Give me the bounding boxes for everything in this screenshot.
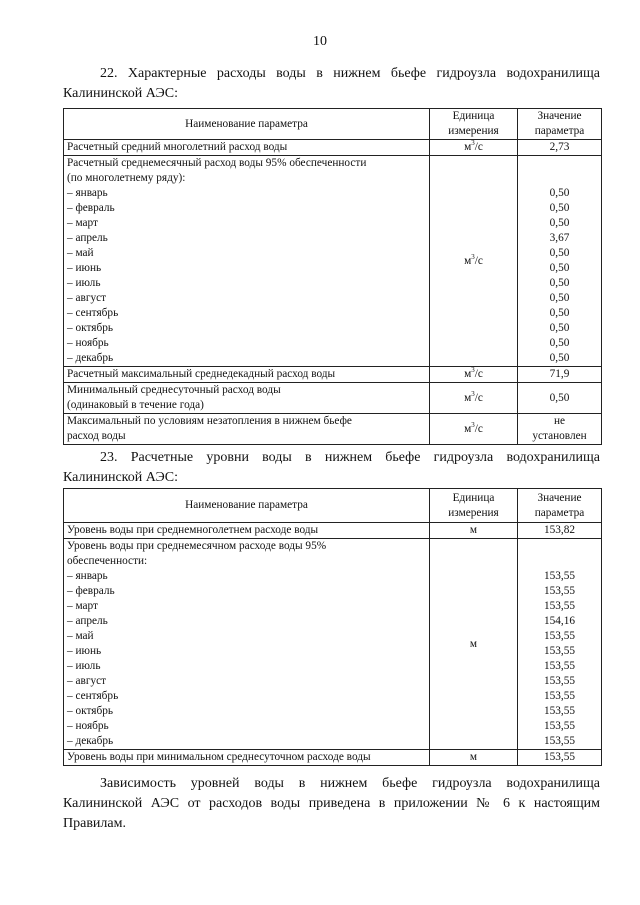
header-value: Значение параметра bbox=[518, 109, 602, 140]
month-label: – июль bbox=[67, 277, 101, 289]
month-label: – сентябрь bbox=[67, 307, 119, 319]
header-unit: Единица измерения bbox=[430, 489, 518, 523]
value-cell: 153,55 bbox=[518, 750, 602, 766]
header-param-name: Наименование параметра bbox=[64, 109, 430, 140]
month-label: – август bbox=[67, 675, 107, 687]
month-label: – август bbox=[67, 292, 107, 304]
section-22-heading-line2: Калининской АЭС: bbox=[63, 86, 178, 101]
value-cell: 153,55 153,55 153,55 154,16 153,55 153,55 153,55 153,55 153,55 153,55 153,55 153,55 bbox=[518, 539, 602, 750]
section-22-heading-line1: 22. Характерные расходы воды в нижнем бьефе гидроузла водохранилища bbox=[100, 66, 600, 81]
table-water-discharge bbox=[63, 108, 602, 445]
table-row bbox=[64, 414, 602, 445]
value-cell: 71,9 bbox=[518, 367, 602, 383]
param-name: Уровень воды при минимальном среднесуточном расходе воды bbox=[64, 750, 430, 766]
month-label: – ноябрь bbox=[67, 720, 109, 732]
param-name: Максимальный по условиям незатопления в нижнем бьефе расход воды bbox=[64, 414, 430, 445]
header-value: Значение параметра bbox=[518, 489, 602, 523]
month-label: – март bbox=[67, 217, 98, 229]
value-cell: 0,50 bbox=[518, 383, 602, 414]
section-23-heading bbox=[63, 448, 600, 488]
value-cell: не установлен bbox=[518, 414, 602, 445]
month-label: – июнь bbox=[67, 645, 102, 657]
param-name: Уровень воды при среднемноголетнем расходе воды bbox=[64, 523, 430, 539]
month-label: – апрель bbox=[67, 615, 108, 627]
section-22-heading bbox=[63, 64, 600, 104]
month-label: – февраль bbox=[67, 202, 115, 214]
section-23-heading-line2: Калининской АЭС: bbox=[63, 470, 178, 485]
unit-cell: м bbox=[430, 523, 518, 539]
param-name: Минимальный среднесуточный расход воды (одинаковый в течение года) bbox=[64, 383, 430, 414]
value-cell: 0,50 0,50 0,50 3,67 0,50 0,50 0,50 0,50 0,50 0,50 0,50 0,50 bbox=[518, 156, 602, 367]
month-label: – июль bbox=[67, 660, 101, 672]
unit-cell: $м^3/с$ bbox=[430, 383, 518, 414]
month-label: – май bbox=[67, 247, 94, 259]
table-header-row bbox=[64, 489, 602, 523]
table-row bbox=[64, 140, 602, 156]
table-row bbox=[64, 539, 602, 750]
month-label: – декабрь bbox=[67, 352, 114, 364]
param-name: Уровень воды при среднемесячном расходе воды 95% обеспеченности: – январь – февраль – март – апрель – май – июнь – июль – август – сентябрь – октябрь – ноябрь – декабрь bbox=[64, 539, 430, 750]
table-row bbox=[64, 750, 602, 766]
month-label: – июнь bbox=[67, 262, 102, 274]
value-cell: 2,73 bbox=[518, 140, 602, 156]
table-row bbox=[64, 367, 602, 383]
month-label: – май bbox=[67, 630, 94, 642]
unit-cell: м bbox=[430, 539, 518, 750]
closing-paragraph bbox=[63, 774, 600, 834]
month-label: – октябрь bbox=[67, 705, 113, 717]
unit-cell: м bbox=[430, 750, 518, 766]
table-row bbox=[64, 156, 602, 367]
month-label: – ноябрь bbox=[67, 337, 109, 349]
value-cell: 153,82 bbox=[518, 523, 602, 539]
unit-cell: $м^3/с$ bbox=[430, 367, 518, 383]
table-header-row bbox=[64, 109, 602, 140]
closing-line1: Зависимость уровней воды в нижнем бьефе гидроузла водохранилища bbox=[100, 776, 600, 791]
month-label: – апрель bbox=[67, 232, 108, 244]
section-23-heading-line1: 23. Расчетные уровни воды в нижнем бьефе гидроузла водохранилища bbox=[100, 450, 600, 465]
month-label: – январь bbox=[67, 570, 108, 582]
unit-cell: $м^3/с$ bbox=[430, 414, 518, 445]
header-unit: Единица измерения bbox=[430, 109, 518, 140]
param-name: Расчетный средний многолетний расход воды bbox=[64, 140, 430, 156]
param-name: Расчетный среднемесячный расход воды 95% обеспеченности (по многолетнему ряду): – январь – февраль – март – апрель – май – июнь – июль – август – сентябрь – октябрь – ноябрь – декабрь bbox=[64, 156, 430, 367]
month-label: – декабрь bbox=[67, 735, 114, 747]
header-param-name: Наименование параметра bbox=[64, 489, 430, 523]
unit-cell: $м^3/с$ bbox=[430, 156, 518, 367]
closing-line2: Калининской АЭС от расходов воды приведена в приложении № 6 к настоящим bbox=[63, 796, 600, 811]
param-name: Расчетный максимальный среднедекадный расход воды bbox=[64, 367, 430, 383]
month-label: – февраль bbox=[67, 585, 115, 597]
closing-line3: Правилам. bbox=[63, 816, 126, 831]
month-label: – январь bbox=[67, 187, 108, 199]
month-label: – март bbox=[67, 600, 98, 612]
month-label: – октябрь bbox=[67, 322, 113, 334]
page-number: 10 bbox=[313, 34, 327, 49]
table-row bbox=[64, 383, 602, 414]
month-label: – сентябрь bbox=[67, 690, 119, 702]
table-row bbox=[64, 523, 602, 539]
table-water-levels bbox=[63, 488, 602, 766]
unit-cell: $м^3/с$ bbox=[430, 140, 518, 156]
